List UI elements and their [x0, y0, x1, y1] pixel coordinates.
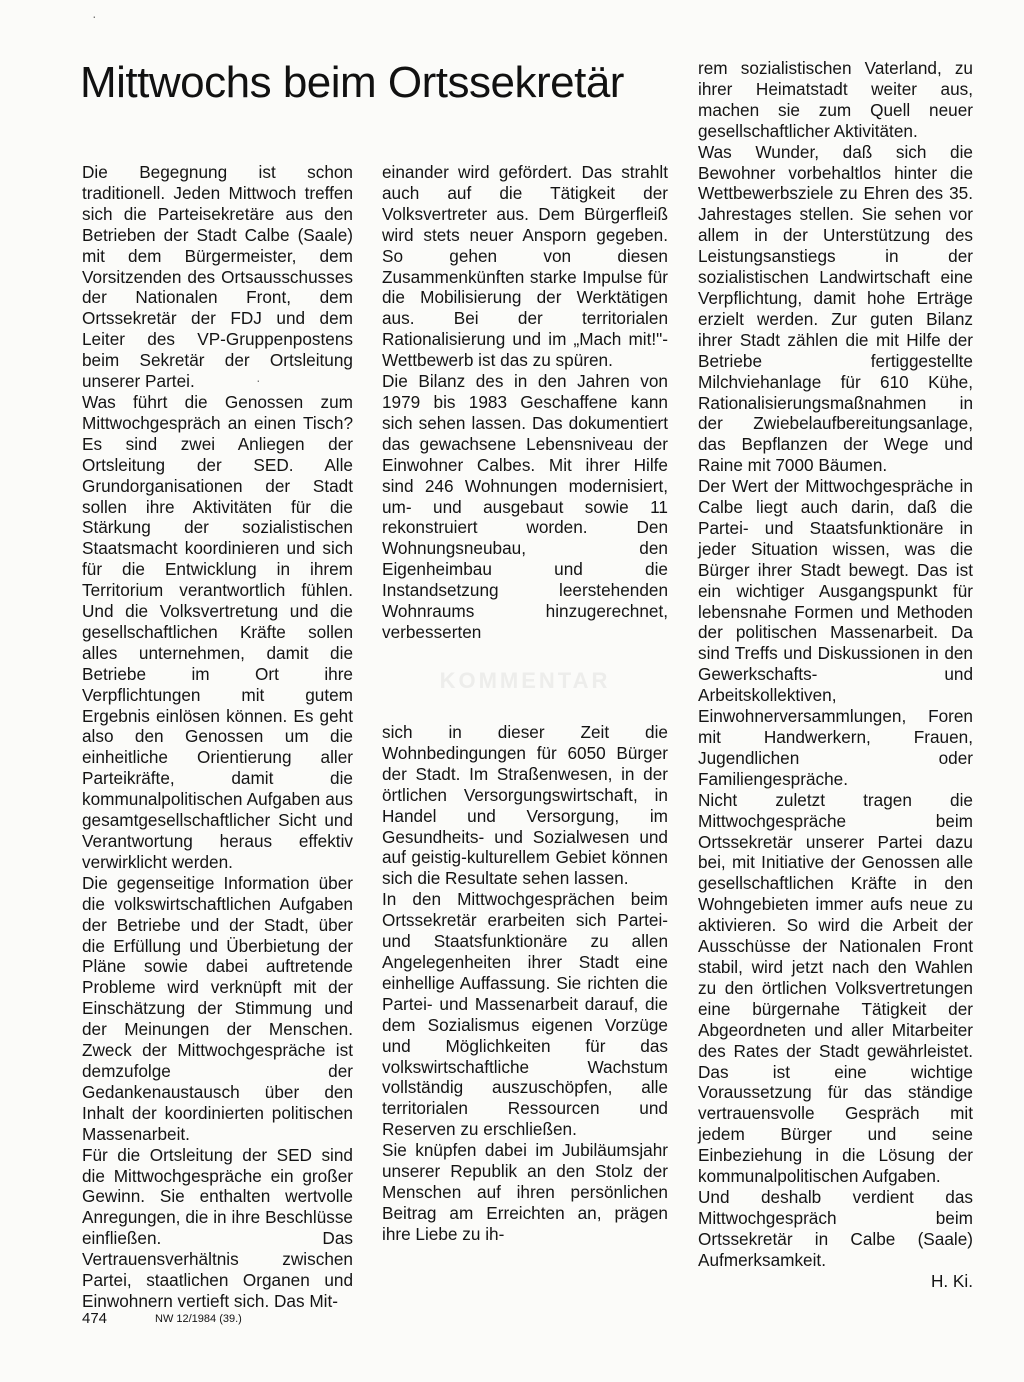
paragraph: einander wird gefördert. Das strahlt auch auf die Tätigkeit der Volksvertreter aus. Dem Bürgerfleiß wird stets neuer Ansporn gegeben. So gehen von diesen Zusammenkünften starke Impulse für die Mobilisierung der Werktätigen aus. Bei der territorialen Rationalisierung und im „Mach mit!"-Wettbewerb ist das zu spüren. — [382, 162, 668, 371]
issue-reference: NW 12/1984 (39.) — [155, 1313, 242, 1325]
speck-mark: · — [92, 8, 97, 24]
column-2-bottom — [382, 722, 668, 1245]
faint-kommentar-heading: KOMMENTAR — [439, 668, 611, 693]
page-number: 474 — [82, 1310, 108, 1327]
speck-mark: · — [256, 372, 261, 388]
paragraph: Und deshalb verdient das Mittwochgespräch beim Ortssekretär in Calbe (Saale) Aufmerksamkeit. — [698, 1186, 973, 1270]
paragraph: Was Wunder, daß sich die Bewohner vorbehaltlos hinter die Wettbewerbsziele zu Ehren des 35. Jahrestages stellen. Sie sehen vor allem in der Unterstützung des Leistungsanstiegs in der sozialistischen Landwirtschaft eine Verpflichtung, damit hohe Erträge erzielt werden. Zur guten Bilanz ihrer Stadt zählen die mit Hilfe der Betriebe fertiggestellte Milchviehanlage für 610 Kühe, Rationalisierungsmaßnahmen in der Zwiebelaufbereitungsanlage, das Bepflanzen der Wege und Raine mit 7000 Bäumen. — [698, 141, 973, 476]
paragraph: Der Wert der Mittwochgespräche in Calbe liegt auch darin, daß die Partei- und Staatsfunktionäre in jeder Situation wissen, was die Bürger ihrer Stadt bewegt. Das ist ein wichtiger Ausgangspunkt für lebensnahe Formen und Methoden der politischen Massenarbeit. Da sind Treffs und Diskussionen in den Gewerkschafts- und Arbeitskollektiven, Einwohnerversammlungen, Foren mit Handwerkern, Frauen, Jugendlichen oder Familiengespräche. — [698, 476, 973, 789]
paragraph: Sie knüpfen dabei im Jubiläumsjahr unserer Republik an den Stolz der Menschen auf ihren persönlichen Beitrag am Erreichten an, prägen ihre Liebe zu ih- — [382, 1140, 668, 1244]
paragraph: Was führt die Genossen zum Mittwochgespräch an einen Tisch? Es sind zwei Anliegen der Ortsleitung der SED. Alle Grundorganisationen der Stadt sollen ihre Aktivitäten für die Stärkung der sozialistischen Staatsmacht koordinieren und sich für die Entwicklung in ihrem Territorium verantwortlich fühlen. Und die Volksvertretung und die gesellschaftlichen Kräfte sollen alles unternehmen, damit die Betriebe im Ort ihre Verpflichtungen mit gutem Ergebnis einlösen können. Es geht also den Genossen um die einheitliche Orientierung aller Parteikräfte, damit die kommunalpolitischen Aufgaben aus gesamtgesellschaftlicher Sicht und Verantwortung heraus effektiv verwirklicht werden. — [82, 391, 353, 872]
paragraph: rem sozialistischen Vaterland, zu ihrer Heimatstadt weiter aus, machen sie zum Quell neuer gesellschaftlicher Aktivitäten. — [698, 58, 973, 141]
paragraph: Nicht zuletzt tragen die Mittwochgespräche beim Ortssekretär unserer Partei dazu bei, mit Initiative der Genossen alle gesellschaftlichen Kräfte in den Wohngebieten immer aufs neue zu aktivieren. So wird die Arbeit der Ausschüsse der Nationalen Front stabil, wird jetzt nach den Wahlen zu den örtlichen Volksvertretungen eine bürgernahe Tätigkeit der Abgeordneten und aller Mitarbeiter des Rates der Stadt gewährleistet. Das ist eine wichtige Voraussetzung für das ständige vertrauensvolle Gespräch mit jedem Bürger und seine Einbeziehung in die Lösung der kommunalpolitischen Aufgaben. — [698, 789, 973, 1187]
paragraph: Die gegenseitige Information über die volkswirtschaftlichen Aufgaben der Betriebe und der Stadt, über die Erfüllung und Überbietung der Pläne sowie dabei auftretende Probleme wird verknüpft mit der Einschätzung der Stimmung und der Meinungen der Menschen. Zweck der Mittwochgespräche ist demzufolge der Gedankenaustausch über den Inhalt der koordinierten politischen Massenarbeit. — [82, 872, 353, 1144]
paragraph: sich in dieser Zeit die Wohnbedingungen für 6050 Bürger der Stadt. Im Straßenwesen, in der örtlichen Versorgungswirtschaft, in Handel und Versorgung, im Gesundheits- und Sozialwesen und auf geistig-kulturellem Gebiet können sich die Resultate sehen lassen. — [382, 722, 668, 889]
article-title: Mittwochs beim Ortssekretär — [80, 58, 624, 107]
paragraph: In den Mittwochgesprächen beim Ortssekretär erarbeiten sich Partei- und Staatsfunktionäre zu allen Angelegenheiten ihrer Stadt eine einhellige Auffassung. Sie richten die Partei- und Massenarbeit darauf, die dem Sozialismus eigenen Vorzüge und Möglichkeiten für das volkswirtschaftliche Wachstum vollständig auszuschöpfen, alle territorialen Ressourcen und Reserven zu erschließen. — [382, 889, 668, 1140]
author-signature: H. Ki. — [930, 1270, 973, 1291]
column-2-top — [382, 162, 668, 643]
paragraph: Für die Ortsleitung der SED sind die Mittwochgespräche ein großer Gewinn. Sie enthalten wertvolle Anregungen, die in ihre Beschlüsse einfließen. Das Vertrauensverhältnis zwischen Partei, staatlichen Organen und Einwohnern vertieft sich. Das Mit- — [82, 1144, 353, 1311]
paragraph: Die Begegnung ist schon traditionell. Jeden Mittwoch treffen sich die Parteisekretäre aus den Betrieben der Stadt Calbe (Saale) mit dem Bürgermeister, dem Vorsitzenden des Ortsausschusses der Nationalen Front, dem Ortssekretär der FDJ und dem Leiter des VP-Gruppenpostens beim Sekretär der Ortsleitung unserer Partei. — [82, 162, 353, 392]
column-1 — [82, 162, 353, 1312]
paragraph: Die Bilanz des in den Jahren von 1979 bis 1983 Geschaffene kann sich sehen lassen. Das dokumentiert das gewachsene Lebensniveau der Einwohner Calbes. Mit ihrer Hilfe sind 246 Wohnungen modernisiert, um- und ausgebaut sowie 11 rekonstruiert worden. Den Wohnungsneubau, den Eigenheimbau und die Instandsetzung leerstehenden Wohnraums hinzugerechnet, verbesserten — [382, 371, 668, 642]
column-3 — [698, 58, 973, 1291]
